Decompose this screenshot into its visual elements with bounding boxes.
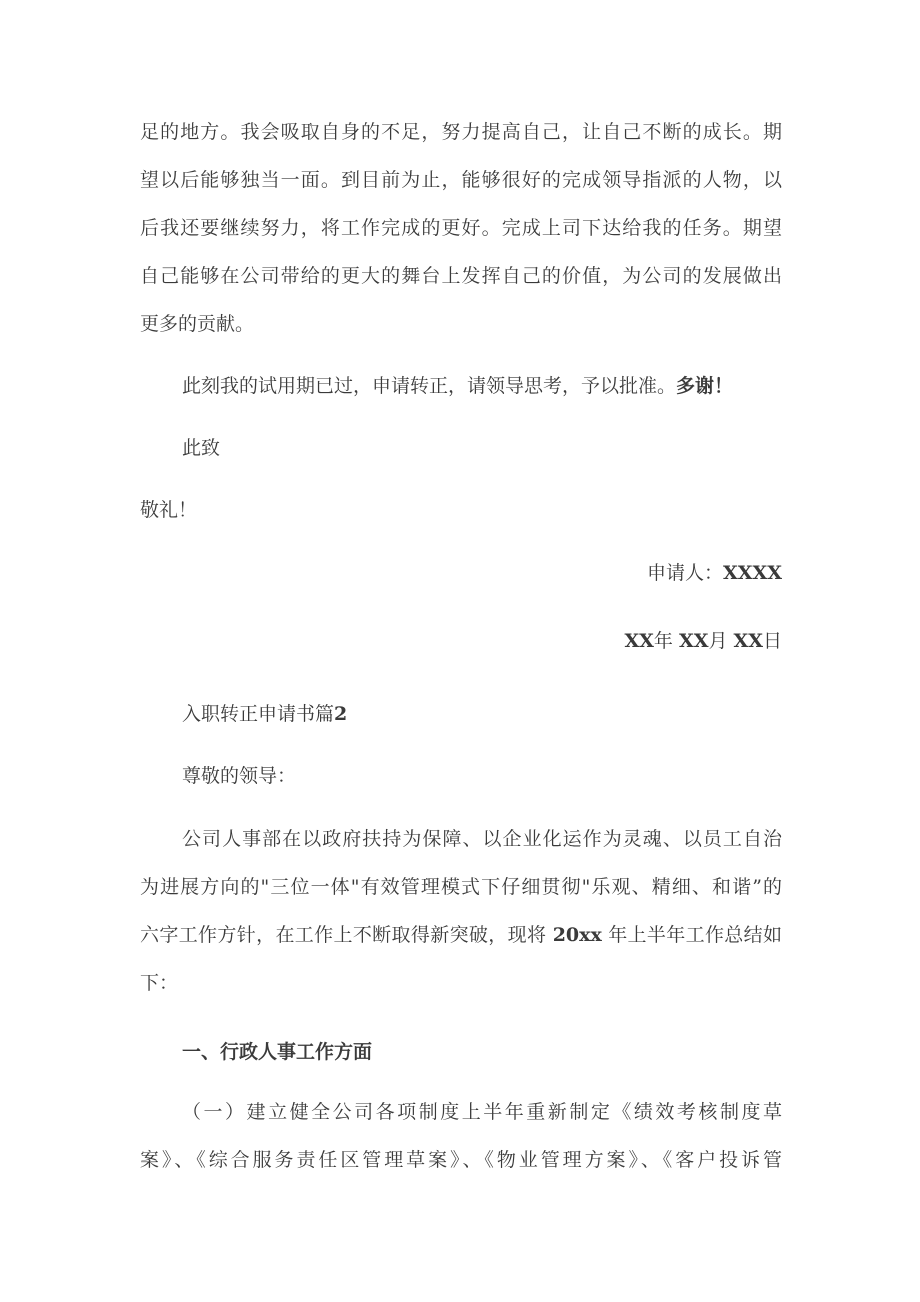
date-line (140, 627, 782, 655)
section-title (182, 700, 782, 728)
item-line: （一）建立健全公司各项制度上半年重新制定《绩效考核制度草 (182, 1101, 782, 1123)
heading-admin-hr: 一、行政人事工作方面 (182, 1041, 373, 1063)
date-day-unit: 日 (762, 630, 782, 652)
section-title-text: 入职转正申请书篇 (182, 703, 335, 725)
applicant-name: XXXX (723, 562, 782, 584)
item-line: 案》、《综合服务责任区管理草案》、《物业管理方案》、《客户投诉管 (140, 1149, 782, 1171)
intro-line: 下： (140, 972, 179, 994)
thanks-text: 多谢！ (676, 375, 734, 397)
paragraph-line: 足的地方。我会吸取自身的不足，努力提高自己，让自己不断的成长。期 (140, 121, 782, 143)
paragraph-line: 望以后能够独当一面。到目前为止，能够很好的完成领导指派的人物，以 (140, 169, 782, 191)
date-month: XX (678, 630, 709, 652)
date-month-unit: 月 (708, 630, 734, 652)
applicant-line (140, 559, 782, 587)
date-day: XX (733, 630, 763, 652)
intro-line: 公司人事部在以政府扶持为保障、以企业化运作为灵魂、以员工自治 (182, 828, 782, 850)
intro-year: 20xx (552, 924, 602, 946)
section-title-number: 2 (334, 703, 348, 725)
intro-line (140, 921, 782, 949)
intro-text-before: 六字工作方针，在工作上不断取得新突破，现将 (140, 924, 553, 946)
request-text: 此刻我的试用期已过，申请转正，请领导思考，予以批准。 (182, 375, 677, 397)
date-year-unit: 年 (653, 630, 679, 652)
request-paragraph (182, 372, 782, 400)
date-year: XX (624, 630, 654, 652)
intro-line: 为进展方向的"三位一体"有效管理模式下仔细贯彻"乐观、精细、和谐”的 (140, 876, 782, 898)
paragraph-line: 后我还要继续努力，将工作完成的更好。完成上司下达给我的任务。期望 (140, 217, 782, 239)
paragraph-line: 更多的贡献。 (140, 313, 255, 335)
intro-text-after: 年上半年工作总结如 (601, 924, 782, 946)
closing-greeting: 此致 (182, 437, 221, 459)
salutation: 尊敬的领导： (182, 765, 297, 787)
closing-salute: 敬礼！ (140, 499, 198, 521)
applicant-label: 申请人： (647, 562, 724, 584)
paragraph-line: 自己能够在公司带给的更大的舞台上发挥自己的价值，为公司的发展做出 (140, 265, 782, 287)
